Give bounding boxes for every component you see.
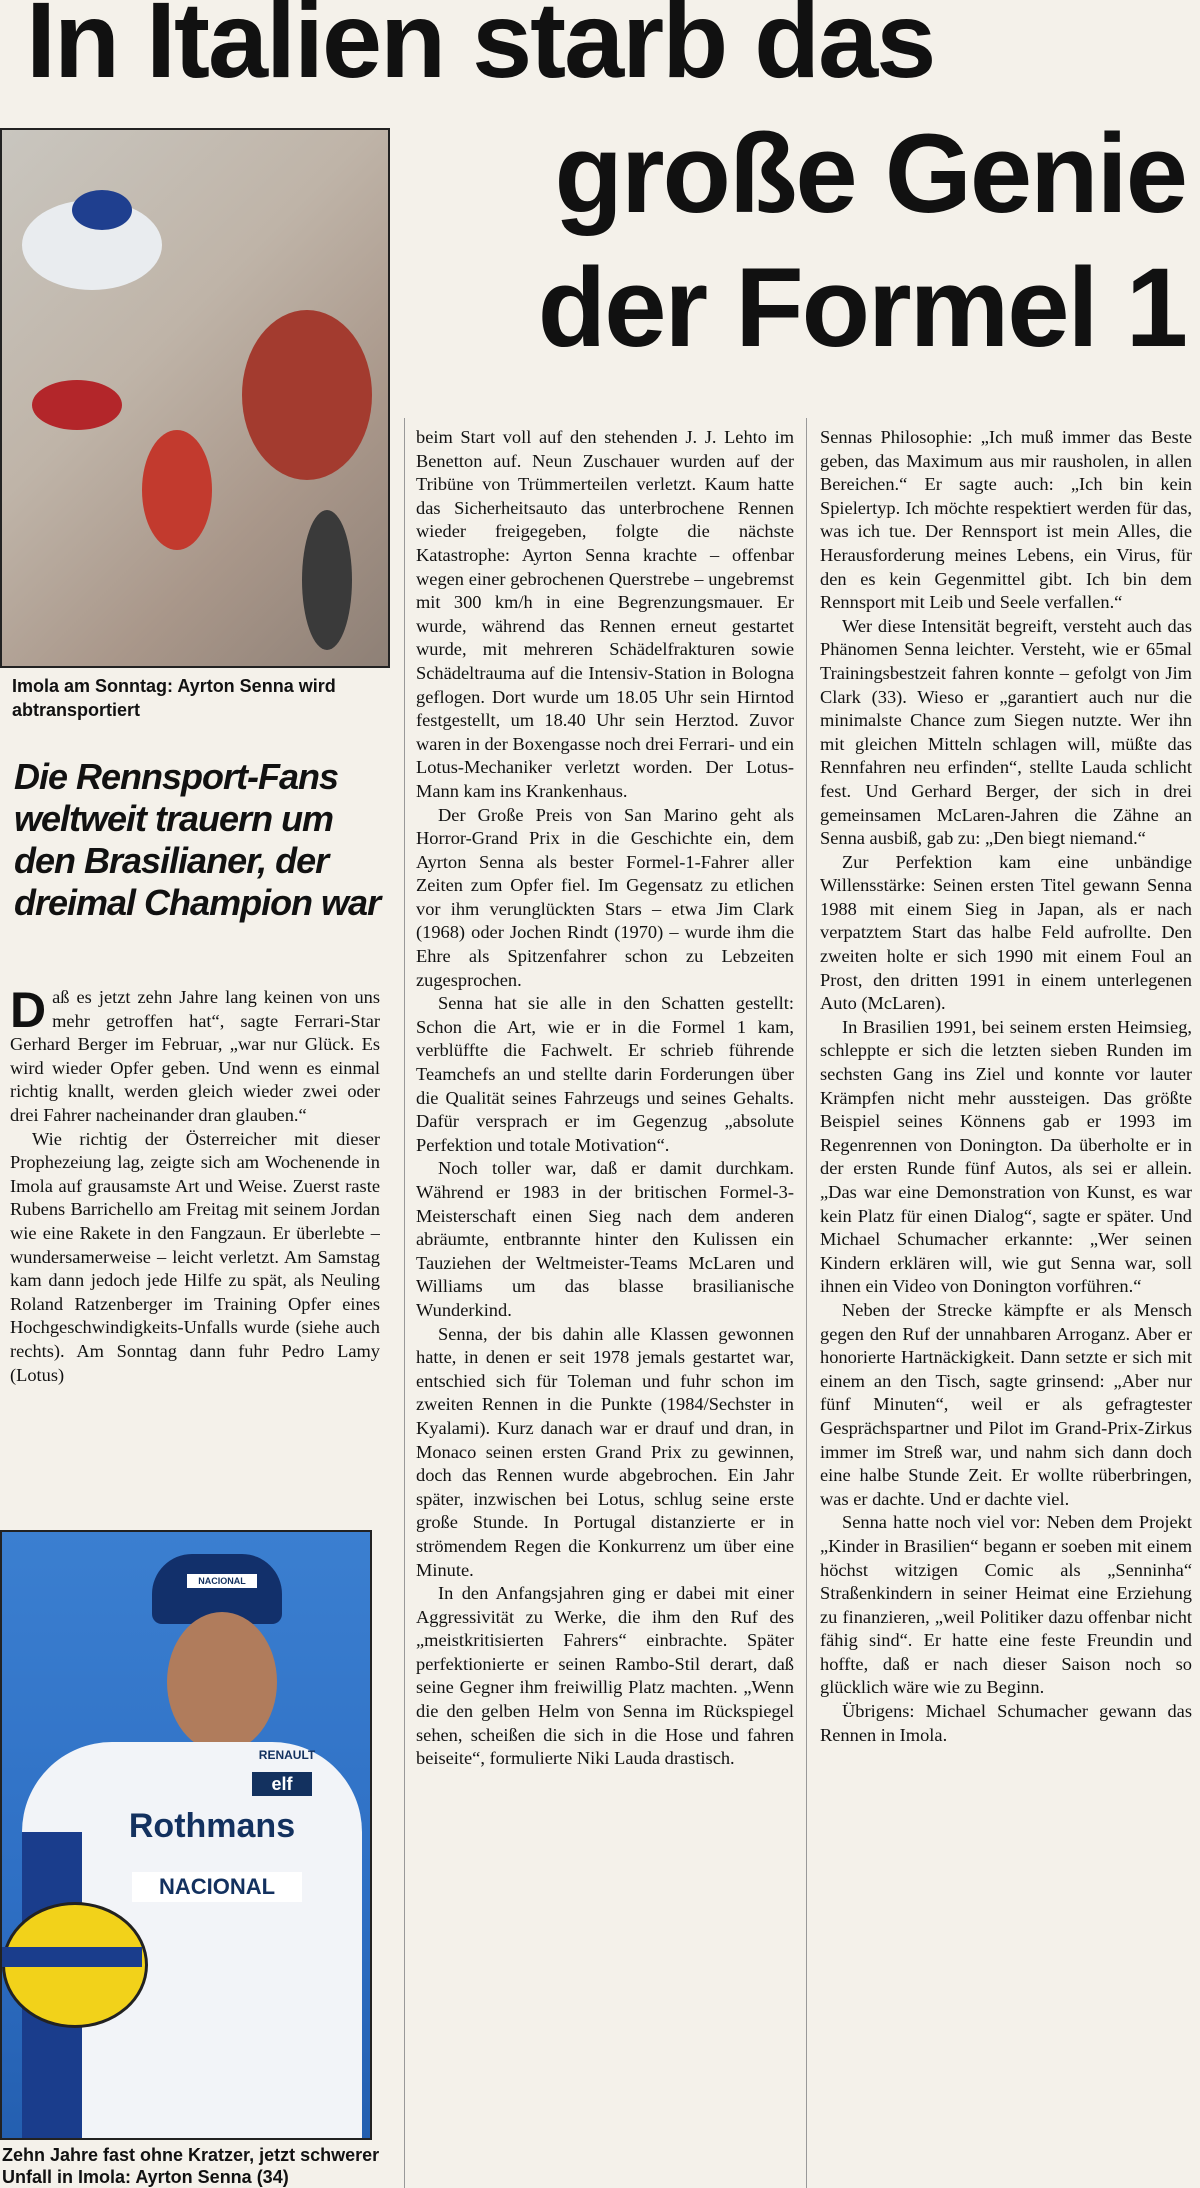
portrait-photo	[0, 1530, 372, 2140]
paragraph: Sennas Philosophie: „Ich muß immer das Beste geben, das Maximum aus mir rausholen, in allen Bereichen.“ Er sagte auch: „Ich bin kein Spielertyp. Ich möchte respektiert werden für das, was ich tue. Der Rennsport ist mein Alles, die Herausforderung meines Lebens, ein Virus, für den es kein Gegenmittel gibt. Ich bin dem Rennsport mit Leib und Seele verfallen.“	[820, 427, 1192, 613]
column-divider	[806, 418, 807, 2188]
paragraph: Der Große Preis von San Marino geht als Horror-Grand Prix in die Geschichte ein, dem Ayrton Senna als bester Formel-1-Fahrer aller Zeiten zum Opfer fiel. Im Gegensatz zu etlichen vor ihm verunglückten Stars – etwa Jim Clark (1968) oder Jochen Rindt (1970) – wurde ihm die Ehre als Spitzenfahrer schon zu Lebzeiten zugesprochen.	[416, 804, 794, 990]
paragraph: beim Start voll auf den stehenden J. J. Lehto im Benetton auf. Neun Zuschauer wurden auf der Tribüne von Trümmerteilen verletzt. Kaum hatte das Sicherheitsauto das unterbrochene Rennen wieder freigegeben, folgte die nächste Katastrophe: Ayrton Senna krachte – offenbar wegen einer gebrochenen Querstrebe – ungebremst mit 300 km/h in eine Begrenzungsmauer. Er wurde, während das Rennen erneut gestartet wurde, mit mehreren Schädelfrakturen sowie Schädeltrauma auf die Intensiv-Station in Bologna geflogen. Dort wurde um 18.05 Uhr sein Hirntod festgestellt, um 18.40 Uhr sein Herztod. Zuvor waren in der Boxengasse noch drei Ferrari- und ein Lotus-Mechaniker verletzt worden. Der Lotus-Mann kam ins Krankenhaus.	[416, 427, 794, 801]
paragraph: Zur Perfektion kam eine unbändige Willensstärke: Seinen ersten Titel gewann Senna 1988 mit einem Sieg in Japan, als er nach verpatztem Start das halbe Feld aufrollte. Den zweiten holte er sich 1990 mit einem Foul an Prost, den dritten 1991 in einem unterlegenen Auto (McLaren).	[820, 851, 1192, 1014]
rothmans-logo: Rothmans	[128, 1807, 296, 1845]
car-detail-shape	[72, 190, 132, 230]
article-column-1	[10, 986, 380, 1526]
person-shape	[302, 510, 352, 650]
marshal-shape	[142, 430, 212, 550]
paragraph: Noch toller war, daß er damit durchkam. Während er 1983 in der britischen Formel-3-Meisterschaft einen Sieg nach dem anderen abräumte, entbrannte hinter den Kulissen ein Tauziehen der Weltmeister-Teams McLaren und Williams um das blasse brasilianische Wunderkind.	[416, 1158, 794, 1320]
rescue-team-shape	[242, 310, 372, 480]
paragraph: Senna hat sie alle in den Schatten gestellt: Schon die Art, wie er in die Formel 1 kam, verblüffte die Fachwelt. Er schrieb führende Teamchefs an und stellte darin Forderungen über die Qualität seines Fahrzeugs und seines Gehalts. Dafür versprach er im Gegenzug „absolute Perfektion und totale Motivation“.	[416, 993, 794, 1155]
column-divider	[404, 418, 405, 2188]
paragraph: Daß es jetzt zehn Jahre lang keinen von uns mehr getroffen hat“, sagte Ferrari-Star Gerhard Berger im Februar, „war nur Glück. Es wird wieder Opfer geben. Und wenn es einmal richtig knallt, werden gleich wieder zwei oder drei Fahrer nacheinander dran glauben.“	[10, 986, 380, 1125]
marshal-shape	[32, 380, 122, 430]
paragraph: Senna, der bis dahin alle Klassen gewonnen hatte, in denen er seit 1978 jemals gestartet war, entschied sich für Toleman und fuhr schon im zweiten Rennen in die Punkte (1984/Sechster in Kyalami). Kurz danach war er drauf und dran, in Monaco seinen ersten Grand Prix zu gewinnen, doch das Rennen wurde abgebrochen. Ein Jahr später, inzwischen bei Lotus, schlug seine erste große Stunde. In Portugal distanzierte er in strömendem Regen die Konkurrenz um über eine Minute.	[416, 1323, 794, 1580]
paragraph: Neben der Strecke kämpfte er als Mensch gegen den Ruf der unnahbaren Arroganz. Aber er honorierte Hartnäckigkeit. Dann setzte er sich mit einem an den Tisch, sagte grinsend: „Aber nur fünf Minuten“, weil er als gefragtester Gesprächspartner und Pilot im Grand-Prix-Zirkus immer im Streß war, und nahm sich dann doch eine halbe Stunde Zeit. Er wollte rüberbringen, was er dachte. Und er dachte viel.	[820, 1299, 1192, 1509]
cap-logo: NACIONAL	[187, 1574, 257, 1588]
crash-photo	[0, 128, 390, 668]
helmet-stripe-shape	[2, 1947, 142, 1967]
face-shape	[167, 1612, 277, 1752]
paragraph: Übrigens: Michael Schumacher gewann das Rennen in Imola.	[820, 1701, 1192, 1745]
headline-line-2: große Genie	[554, 111, 1186, 236]
paragraph: Senna hatte noch viel vor: Neben dem Projekt „Kinder in Brasilien“ begann er soeben mit einem höchst witzigen Comic als „Senninha“ Straßenkindern in seiner Heimat eine Erziehung zu finanzieren, „weil Politiker dazu offenbar nicht fähig sind“. Er hatte eine feste Freundin und hoffte, daß er nach dieser Saison noch so glücklich wäre wie zu Beginn.	[820, 1512, 1192, 1698]
photo-caption-bottom: Zehn Jahre fast ohne Kratzer, jetzt schwerer Unfall in Imola: Ayrton Senna (34)	[2, 2145, 380, 2187]
drop-cap: D	[10, 986, 47, 1038]
headline-line-1: In Italien starb das	[26, 0, 935, 100]
paragraph: In Brasilien 1991, bei seinem ersten Heimsieg, schleppte er sich die letzten sieben Runden im sechsten Gang ins Ziel und konnte vor lauter Krämpfen nicht mehr aussteigen. Das größte Beispiel seines Könnens gab er 1993 im Regenrennen von Donington. Da überholte er in der ersten Runde fünf Autos, als sei er allein. „Das war eine Demonstration von Kunst, es war kein Platz für einen Dialog“, sagte er später. Und Michael Schumacher erkannte: „Wer seinen Kindern erklären will, wie gut Senna war, soll ihnen ein Video von Donington vorführen.“	[820, 1016, 1192, 1297]
renault-logo: RENAULT	[258, 1748, 316, 1762]
article-column-3	[820, 426, 1192, 2186]
elf-logo: elf	[252, 1772, 312, 1796]
deck-subheadline: Die Rennsport-Fans weltweit trauern um den Brasilianer, der dreimal Champion war	[14, 756, 381, 923]
paragraph: Wie richtig der Österreicher mit dieser Prophezeiung lag, zeigte sich am Wochenende in Imola auf grausamste Art und Weise. Zuerst raste Rubens Barrichello am Freitag mit seinem Jordan wie eine Rakete in den Fangzaun. Er überlebte – wundersamerweise – leicht verletzt. Am Samstag kam dann jedoch jede Hilfe zu spät, als Neuling Roland Ratzenberger im Training Opfer eines Hochgeschwindigkeits-Unfalls wurde (siehe auch rechts). Am Sonntag dann fuhr Pedro Lamy (Lotus)	[10, 1128, 380, 1385]
nacional-logo: NACIONAL	[132, 1872, 302, 1902]
paragraph: Wer diese Intensität begreift, versteht auch das Phänomen Senna leichter. Versteht, wie er 65mal Trainingsbestzeit fahren konnte – gefolgt von Jim Clark (33). Wieso er „garantiert auch nur die minimalste Chance zum Siegen nutzte. Wer ihn mit gleichen Mitteln schlagen will, müßte das Rennfahren neu erfinden“, stellte Lauda schlicht fest. Und Gerhard Berger, der sich in drei gemeinsamen McLaren-Jahren die Zähne an Senna ausbiß, gab zu: „Den biegt niemand.“	[820, 615, 1192, 849]
headline-line-3: der Formel 1	[537, 245, 1186, 370]
paragraph: In den Anfangsjahren ging er dabei mit einer Aggressivität zu Werke, die ihm den Ruf des „meistkritisierten Fahrers“ einbrachte. Später perfektionierte er seinen Rambo-Stil derart, daß seine Gegner ihm freiwillig Platz machten. „Wenn die den gelben Helm von Senna im Rückspiegel sehen, scheißen die sich in die Hose und fahren beiseite“, formulierte Niki Lauda drastisch.	[416, 1583, 794, 1769]
photo-caption-top: Imola am Sonntag: Ayrton Senna wird abtransportiert	[12, 676, 336, 720]
article-column-2	[416, 426, 794, 2188]
